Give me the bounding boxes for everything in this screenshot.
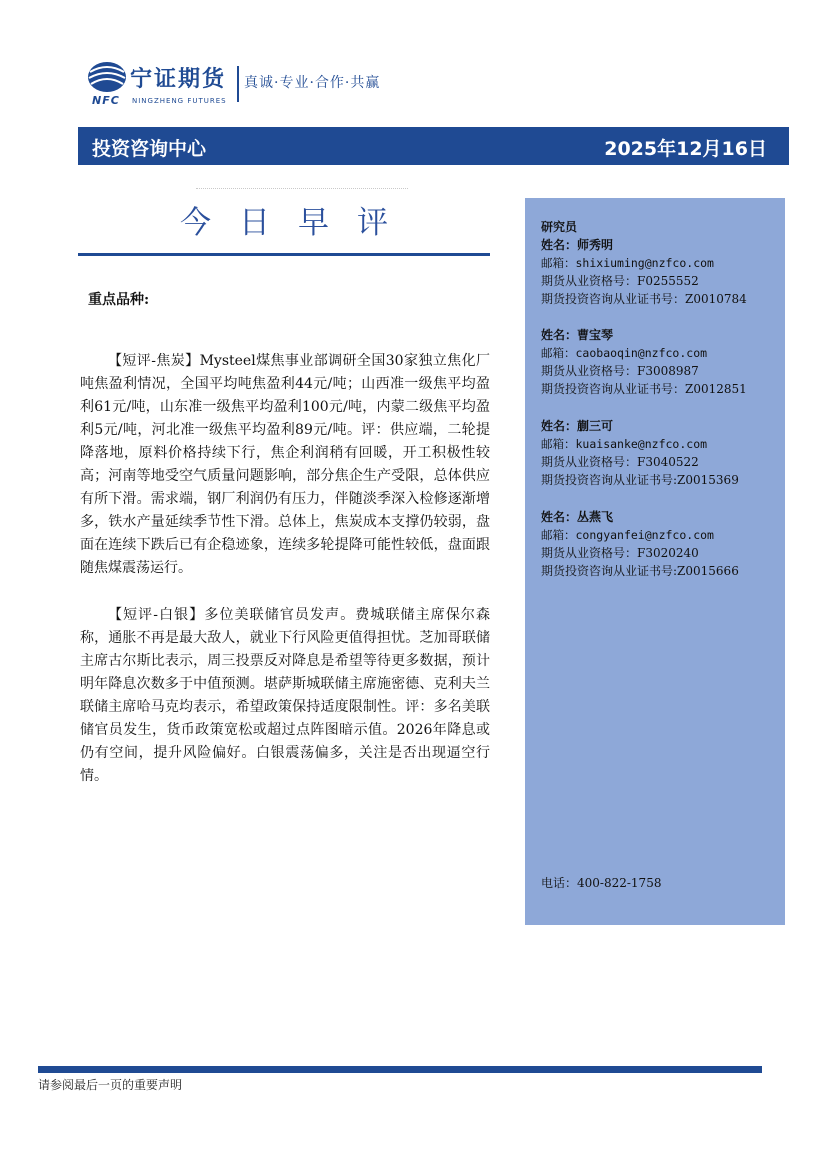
contact-phone: 电话：400-822-1758 bbox=[541, 876, 662, 890]
analyst-certificate: 期货投资咨询从业证书号:Z0015369 bbox=[541, 473, 739, 487]
analyst-sidebar bbox=[525, 198, 785, 925]
logo-english-name: NINGZHENG FUTURES bbox=[132, 97, 227, 105]
report-date: 2025年12月16日 bbox=[604, 138, 767, 160]
analyst-qualification: 期货从业资格号：F3008987 bbox=[541, 364, 699, 378]
analyst-card bbox=[541, 326, 747, 398]
title-band bbox=[78, 127, 789, 165]
analyst-name: 姓名：蒯三可 bbox=[541, 419, 614, 433]
commentary-tag: 【短评-焦炭】 bbox=[108, 353, 200, 369]
title-rule bbox=[78, 253, 490, 256]
analyst-name: 姓名：丛燕飞 bbox=[541, 510, 614, 524]
title-dotted-line bbox=[196, 188, 408, 189]
commentary-coke bbox=[80, 350, 490, 580]
analyst-certificate: 期货投资咨询从业证书号：Z0012851 bbox=[541, 382, 747, 396]
commentary-tag: 【短评-白银】 bbox=[108, 607, 205, 623]
department-name: 投资咨询中心 bbox=[92, 138, 207, 160]
analyst-email: 邮箱：kuaisanke@nzfco.com bbox=[541, 437, 708, 451]
company-slogan: 真诚·专业·合作·共赢 bbox=[244, 75, 381, 91]
analyst-qualification: 期货从业资格号：F3020240 bbox=[541, 546, 699, 560]
disclaimer-note: 请参阅最后一页的重要声明 bbox=[38, 1078, 183, 1092]
section-label: 重点品种: bbox=[88, 292, 150, 308]
report-title: 今日早评 bbox=[180, 205, 416, 241]
analyst-certificate: 期货投资咨询从业证书号:Z0015666 bbox=[541, 564, 739, 578]
analyst-qualification: 期货从业资格号：F3040522 bbox=[541, 455, 699, 469]
logo-abbrev: NFC bbox=[92, 94, 120, 107]
logo-divider bbox=[237, 66, 239, 102]
sidebar-role: 研究员 bbox=[541, 220, 578, 234]
analyst-email: 邮箱：caobaoqin@nzfco.com bbox=[541, 346, 708, 360]
globe-logo-icon bbox=[86, 60, 128, 94]
commentary-silver bbox=[80, 604, 490, 788]
footer-rule bbox=[38, 1066, 762, 1073]
analyst-qualification: 期货从业资格号：F0255552 bbox=[541, 274, 699, 288]
analyst-name: 姓名：师秀明 bbox=[541, 238, 614, 252]
analyst-certificate: 期货投资咨询从业证书号：Z0010784 bbox=[541, 292, 747, 306]
analyst-card bbox=[541, 508, 739, 580]
analyst-card bbox=[541, 417, 739, 489]
company-logo bbox=[86, 60, 246, 110]
commentary-text: Mysteel煤焦事业部调研全国30家独立焦化厂吨焦盈利情况，全国平均吨焦盈利44元/吨；山西准一级焦平均盈利61元/吨，山东准一级焦平均盈利100元/吨，内蒙二级焦平均盈利5元/吨，河北准一级焦平均盈利89元/吨。评：供应端，二轮提降落地，原料价格持续下行，焦企利润稍有回暖，开工积极性较高；河南等地受空气质量问题影响，部分焦企生产受限，总体供应有所下滑。需求端，钢厂利润仍有压力，伴随淡季深入检修逐渐增多，铁水产量延续季节性下滑。总体上，焦炭成本支撑仍较弱，盘面在连续下跌后已有企稳迹象，连续多轮提降可能性较低，盘面跟随焦煤震荡运行。 bbox=[80, 353, 490, 576]
analyst-email: 邮箱：shixiuming@nzfco.com bbox=[541, 256, 714, 270]
commentary-text: 多位美联储官员发声。费城联储主席保尔森称，通胀不再是最大敌人，就业下行风险更值得担忧。芝加哥联储主席古尔斯比表示，周三投票反对降息是希望等待更多数据，预计明年降息次数多于中值预测。堪萨斯城联储主席施密德、克利夫兰联储主席哈马克均表示，希望政策保持适度限制性。评：多名美联储官员发生，货币政策宽松或超过点阵图暗示值。2026年降息或仍有空间，提升风险偏好。白银震荡偏多，关注是否出现逼空行情。 bbox=[80, 607, 491, 784]
analyst-card bbox=[541, 218, 747, 308]
analyst-name: 姓名：曹宝琴 bbox=[541, 328, 614, 342]
logo-chinese-name: 宁证期货 bbox=[130, 67, 227, 92]
analyst-email: 邮箱：congyanfei@nzfco.com bbox=[541, 528, 714, 542]
